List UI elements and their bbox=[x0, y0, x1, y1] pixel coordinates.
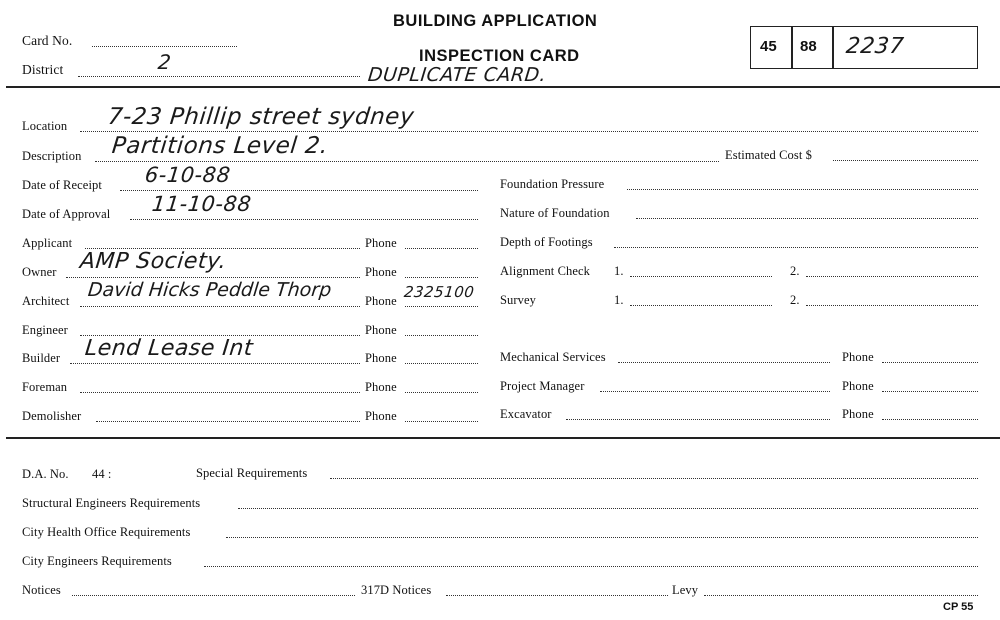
alignment-2-dotted-line bbox=[806, 276, 978, 277]
depth-footings-dotted-line bbox=[614, 247, 978, 248]
owner-phone-label: Phone bbox=[365, 265, 397, 279]
architect-label: Architect bbox=[22, 294, 70, 308]
date-of-approval-label: Date of Approval bbox=[22, 207, 111, 221]
owner-value: AMP Society. bbox=[78, 249, 228, 274]
foundation-pressure-dotted-line bbox=[627, 189, 978, 190]
demolisher-label: Demolisher bbox=[22, 409, 82, 423]
notices-317d-dotted-line bbox=[446, 595, 668, 596]
owner-phone-dotted-line bbox=[405, 277, 478, 278]
engineer-phone-label: Phone bbox=[365, 323, 397, 337]
excavator-phone-dotted-line bbox=[882, 419, 978, 420]
box-divider-1 bbox=[791, 26, 793, 69]
builder-label: Builder bbox=[22, 351, 61, 365]
project-manager-label: Project Manager bbox=[500, 379, 585, 393]
mechanical-phone-label: Phone bbox=[842, 350, 874, 364]
estimated-cost-label: Estimated Cost $ bbox=[725, 148, 813, 162]
applicant-phone-label: Phone bbox=[365, 236, 397, 250]
owner-label: Owner bbox=[22, 265, 57, 279]
foreman-dotted-line bbox=[80, 392, 360, 393]
title-line-1: BUILDING APPLICATION bbox=[393, 12, 598, 30]
alignment-check-label: Alignment Check bbox=[500, 264, 591, 278]
architect-dotted-line bbox=[80, 306, 360, 307]
foreman-label: Foreman bbox=[22, 380, 68, 394]
box-cell-1: 45 bbox=[760, 38, 777, 55]
mechanical-dotted-line bbox=[618, 362, 830, 363]
da-no-value: 44 : bbox=[92, 467, 112, 481]
location-dotted-line bbox=[80, 131, 978, 132]
box-cell-3: 2237 bbox=[844, 34, 906, 59]
excavator-dotted-line bbox=[566, 419, 830, 420]
foreman-phone-dotted-line bbox=[405, 392, 478, 393]
survey-num-2: 2. bbox=[790, 293, 800, 307]
foundation-pressure-label: Foundation Pressure bbox=[500, 177, 605, 191]
description-dotted-line bbox=[95, 161, 719, 162]
title-line-2: INSPECTION CARD bbox=[419, 47, 580, 65]
owner-dotted-line bbox=[66, 277, 360, 278]
project-manager-dotted-line bbox=[600, 391, 830, 392]
builder-phone-label: Phone bbox=[365, 351, 397, 365]
structural-dotted-line bbox=[238, 508, 978, 509]
survey-2-dotted-line bbox=[806, 305, 978, 306]
receipt-dotted-line bbox=[120, 190, 478, 191]
date-of-receipt-value: 6-10-88 bbox=[143, 163, 232, 187]
district-label: District bbox=[22, 62, 64, 77]
mechanical-phone-dotted-line bbox=[882, 362, 978, 363]
survey-label: Survey bbox=[500, 293, 537, 307]
architect-value: David Hicks Peddle Thorp bbox=[86, 279, 333, 301]
applicant-phone-dotted-line bbox=[405, 248, 478, 249]
survey-1-dotted-line bbox=[630, 305, 772, 306]
description-value: Partitions Level 2. bbox=[110, 133, 330, 159]
approval-dotted-line bbox=[130, 219, 478, 220]
header-rule bbox=[6, 86, 1000, 88]
special-requirements-label: Special Requirements bbox=[196, 466, 308, 480]
notices-317d-label: 317D Notices bbox=[361, 583, 432, 597]
special-requirements-dotted-line bbox=[330, 478, 978, 479]
box-divider-2 bbox=[832, 26, 834, 69]
notices-label: Notices bbox=[22, 583, 61, 597]
levy-dotted-line bbox=[704, 595, 978, 596]
alignment-1-dotted-line bbox=[630, 276, 772, 277]
form-code: CP 55 bbox=[943, 601, 974, 613]
demolisher-phone-dotted-line bbox=[405, 421, 478, 422]
structural-engineers-label: Structural Engineers Requirements bbox=[22, 496, 201, 510]
description-label: Description bbox=[22, 149, 82, 163]
excavator-phone-label: Phone bbox=[842, 407, 874, 421]
builder-phone-dotted-line bbox=[405, 363, 478, 364]
location-value: 7-23 Phillip street sydney bbox=[106, 104, 416, 130]
excavator-label: Excavator bbox=[500, 407, 552, 421]
city-health-dotted-line bbox=[226, 537, 978, 538]
depth-of-footings-label: Depth of Footings bbox=[500, 235, 593, 249]
date-of-receipt-label: Date of Receipt bbox=[22, 178, 102, 192]
da-no-label: D.A. No. bbox=[22, 467, 69, 481]
applicant-label: Applicant bbox=[22, 236, 73, 250]
project-manager-phone-dotted-line bbox=[882, 391, 978, 392]
district-dotted-line bbox=[78, 76, 360, 77]
duplicate-card-note: DUPLICATE CARD. bbox=[366, 64, 548, 86]
city-health-label: City Health Office Requirements bbox=[22, 525, 191, 539]
date-of-approval-value: 11-10-88 bbox=[150, 192, 253, 216]
architect-phone-dotted-line bbox=[405, 306, 478, 307]
nature-foundation-dotted-line bbox=[636, 218, 978, 219]
project-manager-phone-label: Phone bbox=[842, 379, 874, 393]
engineer-phone-dotted-line bbox=[405, 335, 478, 336]
card-no-dotted-line bbox=[92, 46, 237, 47]
estimated-cost-dotted-line bbox=[833, 160, 978, 161]
demolisher-phone-label: Phone bbox=[365, 409, 397, 423]
district-value: 2 bbox=[156, 50, 173, 74]
mechanical-services-label: Mechanical Services bbox=[500, 350, 606, 364]
city-engineers-label: City Engineers Requirements bbox=[22, 554, 172, 568]
levy-label: Levy bbox=[672, 583, 699, 597]
architect-phone-value: 2325100 bbox=[403, 283, 476, 301]
city-engineers-dotted-line bbox=[204, 566, 978, 567]
demolisher-dotted-line bbox=[96, 421, 360, 422]
builder-value: Lend Lease Int bbox=[83, 336, 255, 361]
box-cell-2: 88 bbox=[800, 38, 817, 55]
foreman-phone-label: Phone bbox=[365, 380, 397, 394]
architect-phone-label: Phone bbox=[365, 294, 397, 308]
engineer-label: Engineer bbox=[22, 323, 68, 337]
alignment-num-2: 2. bbox=[790, 264, 800, 278]
notices-dotted-line bbox=[72, 595, 355, 596]
card-no-label: Card No. bbox=[22, 33, 73, 48]
nature-of-foundation-label: Nature of Foundation bbox=[500, 206, 610, 220]
alignment-num-1: 1. bbox=[614, 264, 624, 278]
survey-num-1: 1. bbox=[614, 293, 624, 307]
location-label: Location bbox=[22, 119, 68, 133]
section-rule bbox=[6, 437, 1000, 439]
builder-dotted-line bbox=[70, 363, 360, 364]
